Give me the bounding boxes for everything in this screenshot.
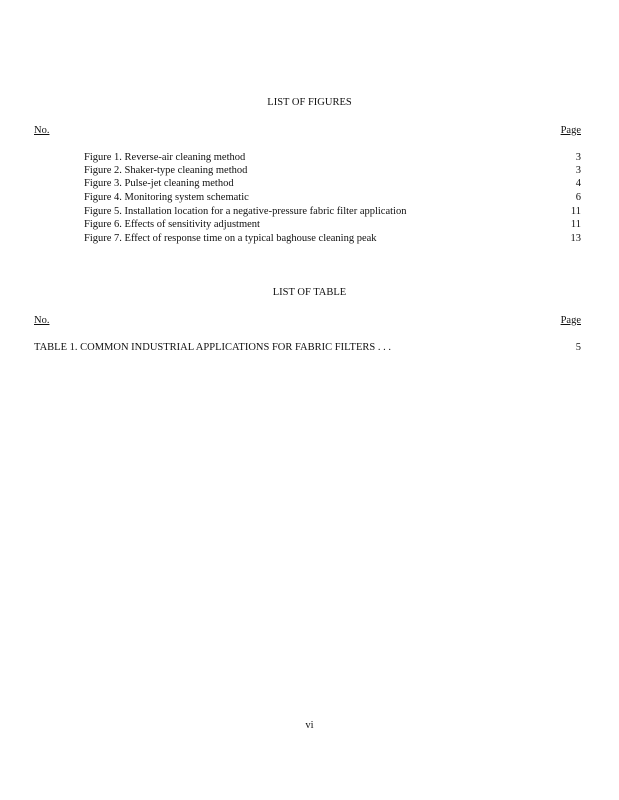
figure-label: Figure 1. Reverse-air cleaning method: [84, 152, 246, 163]
figure-page: 3: [575, 152, 581, 163]
figures-page-header: Page: [560, 125, 581, 136]
figures-title: LIST OF FIGURES: [267, 97, 352, 108]
figure-page: 3: [575, 165, 581, 176]
table-label: TABLE 1. COMMON INDUSTRIAL APPLICATIONS FOR FABRIC FILTERS . . .: [34, 342, 391, 353]
figure-label: Figure 3. Pulse-jet cleaning method: [84, 178, 234, 189]
figure-label: Figure 5. Installation location for a negative-pressure fabric filter application: [84, 206, 407, 217]
figures-no-header: No.: [34, 125, 50, 136]
figure-entry: [84, 233, 581, 246]
figure-page: 6: [575, 192, 581, 203]
page-number: vi: [305, 720, 314, 731]
figure-label: Figure 4. Monitoring system schematic: [84, 192, 249, 203]
figure-entry: [84, 178, 581, 191]
figure-entry: [84, 206, 581, 219]
figure-entry: [84, 192, 581, 205]
figure-page: 11: [570, 219, 581, 230]
tables-title: LIST OF TABLE: [272, 287, 347, 298]
tables-page-header: Page: [560, 315, 581, 326]
figure-entry: [84, 165, 581, 178]
figure-page: 4: [575, 178, 581, 189]
figure-page: 13: [570, 233, 581, 244]
table-entry: [34, 342, 581, 355]
tables-no-header: No.: [34, 315, 50, 326]
figure-entry: [84, 152, 581, 165]
figure-page: 11: [570, 206, 581, 217]
figure-entry: [84, 219, 581, 232]
figure-label: Figure 2. Shaker-type cleaning method: [84, 165, 248, 176]
table-page: 5: [575, 342, 581, 353]
figure-label: Figure 7. Effect of response time on a typical baghouse cleaning peak: [84, 233, 377, 244]
figure-label: Figure 6. Effects of sensitivity adjustment: [84, 219, 260, 230]
